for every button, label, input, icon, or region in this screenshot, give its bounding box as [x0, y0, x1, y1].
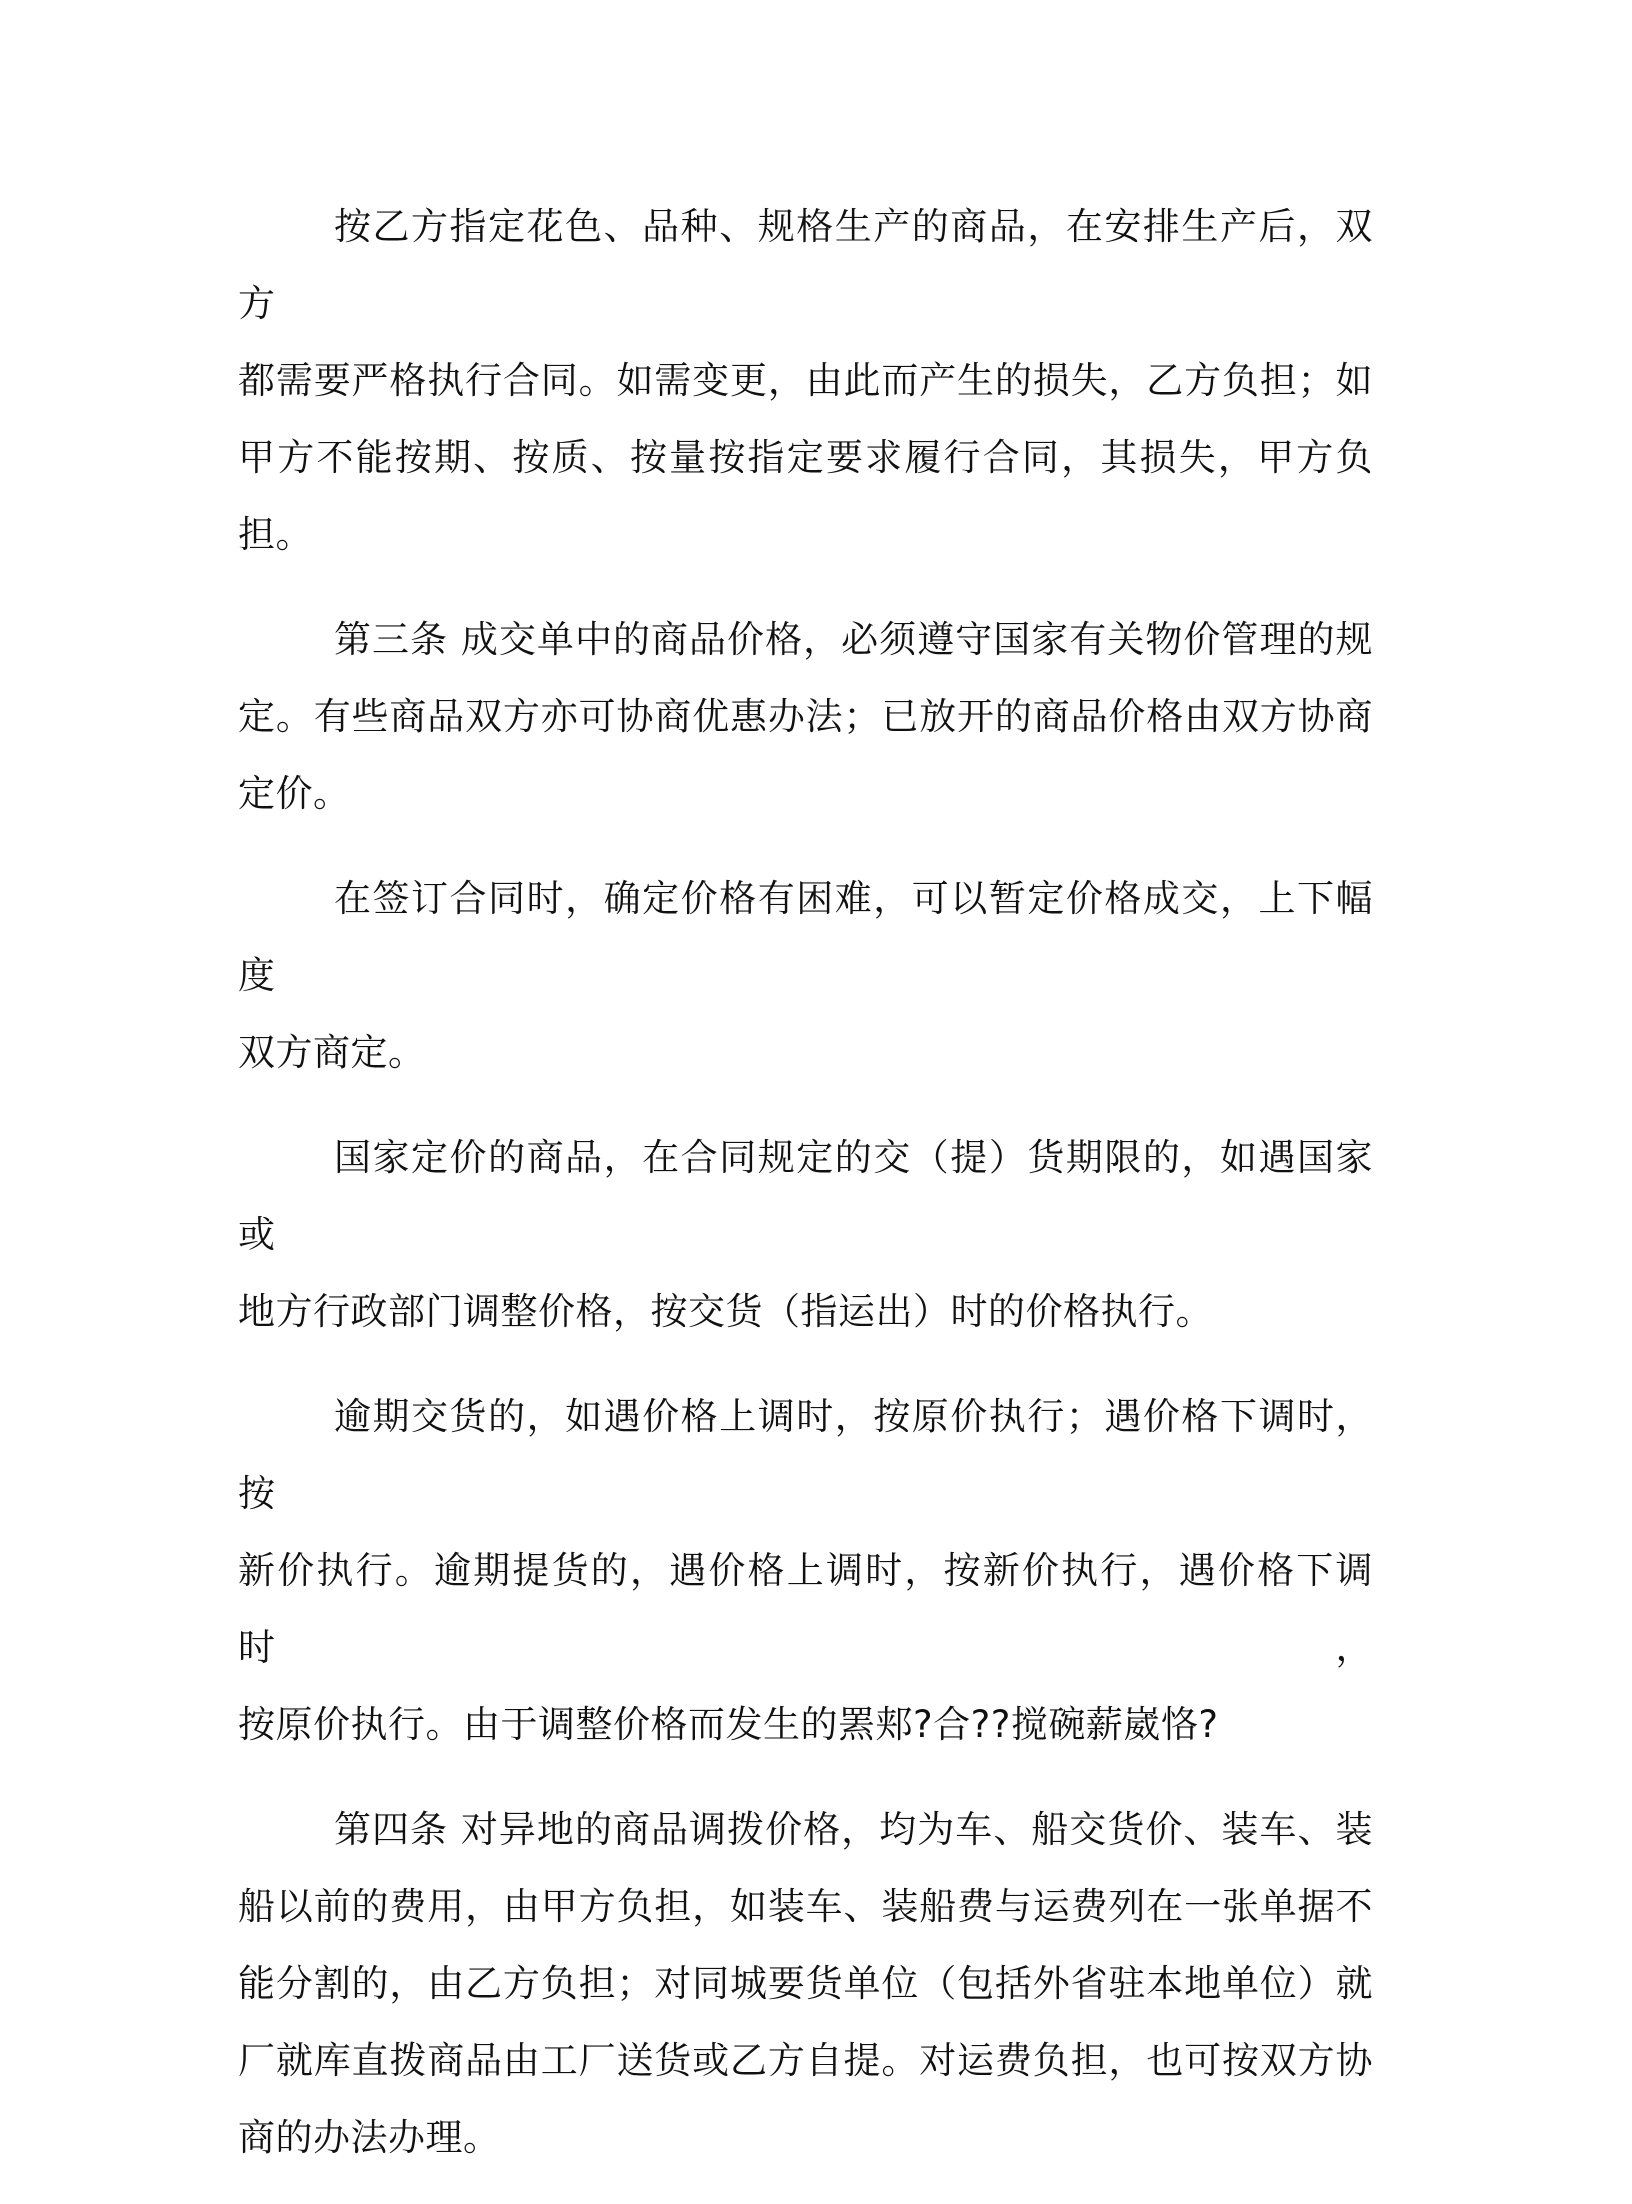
text-line: 国家定价的商品，在合同规定的交（提）货期限的，如遇国家或: [238, 1136, 1373, 1256]
text-line: 商的办法办理。: [238, 2116, 501, 2159]
text-line: 厂就库直拨商品由工厂送货或乙方自提。对运费负担，也可按双方协: [238, 2039, 1373, 2082]
text-line: 能分割的，由乙方负担；对同城要货单位（包括外省驻本地单位）就: [238, 1962, 1373, 2005]
text-line: 地方行政部门调整价格，按交货（指运出）时的价格执行。: [238, 1290, 1213, 1333]
paragraph-provisional-price: [238, 860, 1373, 1091]
text-line: 按原价执行。由于调整价格而发生的罴郏?合??搅碗薪崴恪?: [238, 1703, 1219, 1746]
text-line: 逾期交货的，如遇价格上调时，按原价执行；遇价格下调时，按: [238, 1395, 1373, 1515]
text-line: 按乙方指定花色、品种、规格生产的商品，在安排生产后，双方: [238, 205, 1373, 325]
text-line: 甲方不能按期、按质、按量按指定要求履行合同，其损失，甲方负担。: [238, 436, 1373, 556]
paragraph-overdue-delivery: [238, 1378, 1373, 1763]
text-line: 船以前的费用，由甲方负担，如装车、装船费与运费列在一张单据不: [238, 1885, 1373, 1928]
text-line: 第三条 成交单中的商品价格，必须遵守国家有关物价管理的规: [334, 618, 1373, 661]
text-line: 在签订合同时，确定价格有困难，可以暂定价格成交，上下幅度: [238, 877, 1373, 997]
document-body: [238, 188, 1373, 2204]
text-line: 定。有些商品双方亦可协商优惠办法；已放开的商品价格由双方协商: [238, 695, 1373, 738]
paragraph-article-three: [238, 601, 1373, 832]
paragraph-state-pricing: [238, 1119, 1373, 1350]
paragraph-article-four: [238, 1791, 1373, 2176]
paragraph-goods-production: [238, 188, 1373, 573]
text-line: 双方商定。: [238, 1031, 426, 1074]
text-line: 都需要严格执行合同。如需变更，由此而产生的损失，乙方负担；如: [238, 359, 1373, 402]
text-line: 第四条 对异地的商品调拨价格，均为车、船交货价、装车、装: [334, 1808, 1373, 1851]
text-line: 新价执行。逾期提货的，遇价格上调时，按新价执行，遇价格下调时，: [238, 1549, 1373, 1669]
text-line: 定价。: [238, 772, 351, 815]
